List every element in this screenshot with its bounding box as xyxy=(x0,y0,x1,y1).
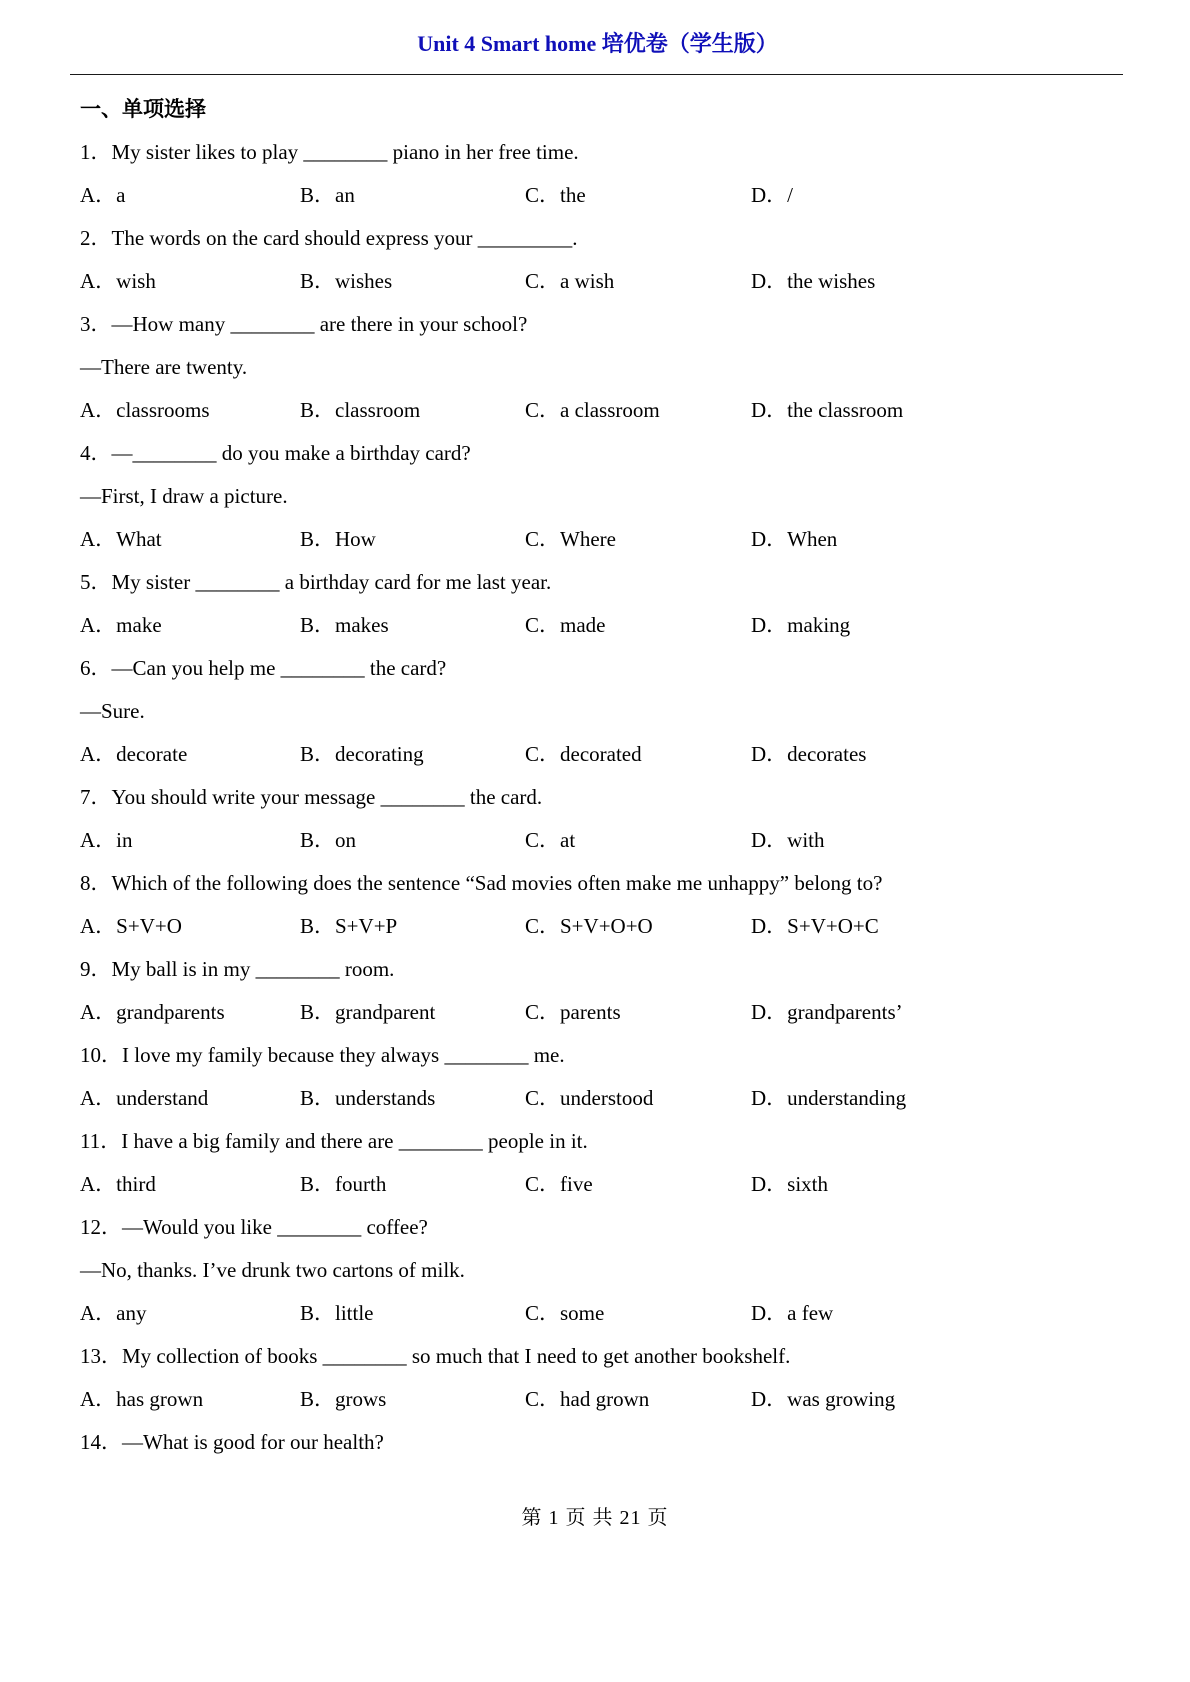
option-b: B．little xyxy=(300,1301,374,1325)
question-stem: 1．My sister likes to play ________ piano in her free time. xyxy=(80,140,579,164)
option-a: A．make xyxy=(80,613,162,637)
option-c: C．had grown xyxy=(525,1387,650,1411)
option-d: D．was growing xyxy=(751,1387,896,1411)
option-c: C．the xyxy=(525,183,586,207)
question-stem: 10．I love my family because they always ________ me. xyxy=(80,1043,565,1067)
options-row xyxy=(80,1163,1115,1206)
option-d: D．When xyxy=(751,527,838,551)
option-d: D．/ xyxy=(751,183,793,207)
option-c: C．S+V+O+O xyxy=(525,914,653,938)
option-b: B．an xyxy=(300,183,355,207)
option-d: D．the wishes xyxy=(751,269,876,293)
option-b: B．decorating xyxy=(300,742,424,766)
option-c: C．Where xyxy=(525,527,616,551)
option-a: A．What xyxy=(80,527,162,551)
option-a: A．a xyxy=(80,183,126,207)
options-row xyxy=(80,174,1115,217)
question-stem: 7．You should write your message ________ the card. xyxy=(80,785,543,809)
options-row xyxy=(80,260,1115,303)
option-d: D．with xyxy=(751,828,825,852)
section-heading: 一、单项选择 xyxy=(80,97,206,121)
option-c: C．parents xyxy=(525,1000,621,1024)
option-a: A．any xyxy=(80,1301,147,1325)
option-d: D．the classroom xyxy=(751,398,904,422)
option-a: A．grandparents xyxy=(80,1000,225,1024)
option-c: C．a wish xyxy=(525,269,615,293)
options-row xyxy=(80,1292,1115,1335)
option-c: C．at xyxy=(525,828,576,852)
option-c: C．a classroom xyxy=(525,398,660,422)
question-stem: 11．I have a big family and there are ________ people in it. xyxy=(80,1129,588,1153)
option-b: B．fourth xyxy=(300,1172,387,1196)
options-row xyxy=(80,1077,1115,1120)
options-row xyxy=(80,733,1115,776)
question-stem: 3．—How many ________ are there in your school? xyxy=(80,312,528,336)
option-d: D．sixth xyxy=(751,1172,829,1196)
question-stem: 2．The words on the card should express your _________. xyxy=(80,226,578,250)
option-b: B．grandparent xyxy=(300,1000,436,1024)
option-c: C．some xyxy=(525,1301,605,1325)
option-a: A．in xyxy=(80,828,133,852)
question-continuation: —Sure. xyxy=(80,699,145,723)
option-c: C．understood xyxy=(525,1086,654,1110)
option-b: B．on xyxy=(300,828,357,852)
questions-list xyxy=(80,131,1115,1464)
option-a: A．third xyxy=(80,1172,156,1196)
option-d: D．S+V+O+C xyxy=(751,914,879,938)
question-stem: 8．Which of the following does the sentence “Sad movies often make me unhappy” belong to? xyxy=(80,871,883,895)
options-row xyxy=(80,518,1115,561)
options-row xyxy=(80,1378,1115,1421)
options-row xyxy=(80,905,1115,948)
question-stem: 12．—Would you like ________ coffee? xyxy=(80,1215,428,1239)
option-c: C．made xyxy=(525,613,606,637)
question-stem: 9．My ball is in my ________ room. xyxy=(80,957,395,981)
question-continuation: —No, thanks. I’ve drunk two cartons of milk. xyxy=(80,1258,465,1282)
option-b: B．understands xyxy=(300,1086,436,1110)
option-a: A．wish xyxy=(80,269,156,293)
option-b: B．How xyxy=(300,527,376,551)
option-a: A．decorate xyxy=(80,742,188,766)
question-continuation: —First, I draw a picture. xyxy=(80,484,288,508)
question-continuation: —There are twenty. xyxy=(80,355,248,379)
option-c: C．five xyxy=(525,1172,593,1196)
page-footer: 第 1 页 共 21 页 xyxy=(521,1507,669,1529)
option-a: A．understand xyxy=(80,1086,209,1110)
document-title: Unit 4 Smart home 培优卷（学生版） xyxy=(417,31,778,56)
option-d: D．a few xyxy=(751,1301,834,1325)
option-d: D．grandparents’ xyxy=(751,1000,903,1024)
option-d: D．understanding xyxy=(751,1086,907,1110)
question-stem: 4．—________ do you make a birthday card? xyxy=(80,441,471,465)
option-d: D．decorates xyxy=(751,742,867,766)
question-stem: 14．—What is good for our health? xyxy=(80,1430,384,1454)
option-d: D．making xyxy=(751,613,851,637)
question-stem: 13．My collection of books ________ so much that I need to get another bookshelf. xyxy=(80,1344,791,1368)
option-a: A．has grown xyxy=(80,1387,204,1411)
options-row xyxy=(80,604,1115,647)
option-b: B．S+V+P xyxy=(300,914,398,938)
question-stem: 5．My sister ________ a birthday card for me last year. xyxy=(80,570,552,594)
options-row xyxy=(80,389,1115,432)
options-row xyxy=(80,819,1115,862)
option-a: A．S+V+O xyxy=(80,914,182,938)
option-b: B．grows xyxy=(300,1387,387,1411)
options-row xyxy=(80,991,1115,1034)
option-b: B．classroom xyxy=(300,398,421,422)
question-stem: 6．—Can you help me ________ the card? xyxy=(80,656,447,680)
title-divider xyxy=(70,74,1123,75)
option-b: B．wishes xyxy=(300,269,393,293)
option-b: B．makes xyxy=(300,613,389,637)
option-c: C．decorated xyxy=(525,742,642,766)
option-a: A．classrooms xyxy=(80,398,210,422)
